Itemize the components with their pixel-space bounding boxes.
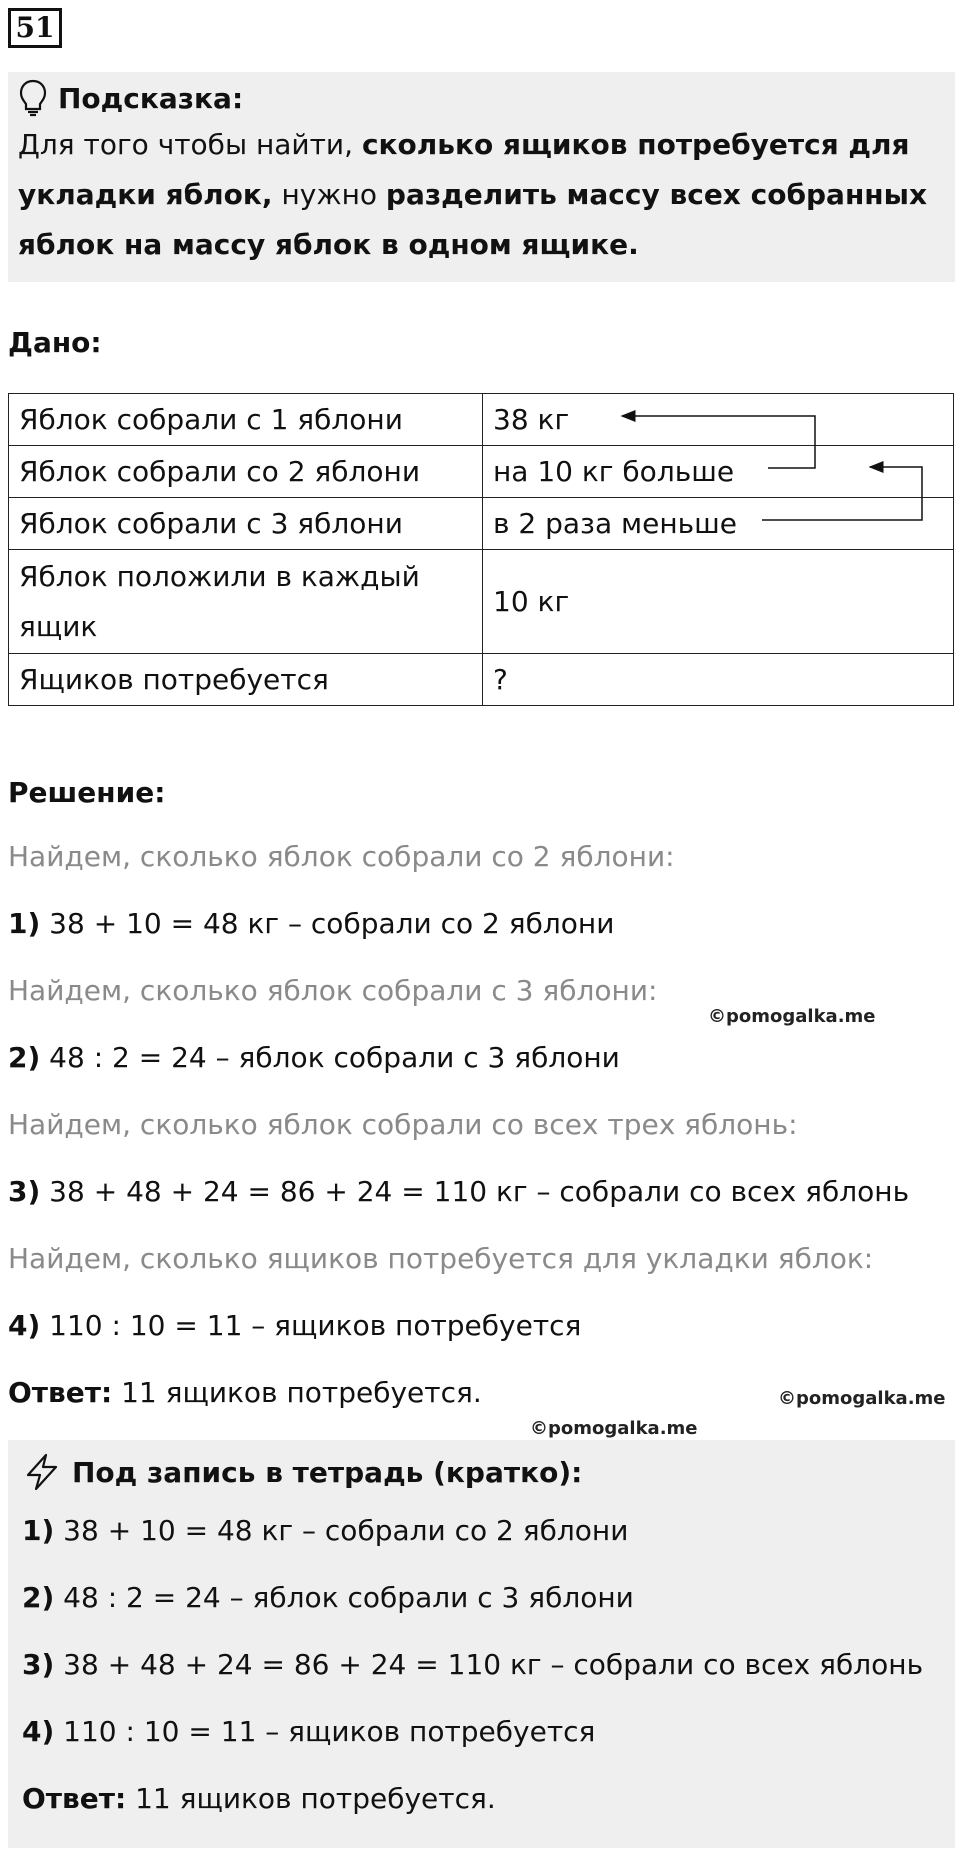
step-number: 1) <box>22 1514 55 1547</box>
lightbulb-icon <box>18 79 48 117</box>
given-label: Яблок собрали с 3 яблони <box>9 498 483 550</box>
given-table <box>8 393 954 706</box>
task-number: 51 <box>8 8 62 48</box>
step-text: 48 : 2 = 24 – яблок собрали с 3 яблони <box>54 1581 634 1614</box>
given-title: Дано: <box>8 326 102 359</box>
table-row <box>9 394 954 446</box>
step-text: 110 : 10 = 11 – ящиков потребуется <box>54 1715 596 1748</box>
hint-text-bold: сколько ящиков потребуется для укладки яблок, <box>18 128 910 211</box>
given-value: ? <box>483 654 954 706</box>
given-value: 10 кг <box>483 550 954 654</box>
given-label: Яблок собрали с 1 яблони <box>9 394 483 446</box>
answer-label: Ответ: <box>22 1782 127 1815</box>
watermark: ©pomogalka.me <box>778 1388 946 1409</box>
answer-text: 11 ящиков потребуется. <box>112 1376 482 1409</box>
step-text: 48 : 2 = 24 – яблок собрали с 3 яблони <box>40 1041 620 1074</box>
step-text: 110 : 10 = 11 – ящиков потребуется <box>40 1309 582 1342</box>
given-label: Яблок собрали со 2 яблони <box>9 446 483 498</box>
table-row <box>9 498 954 550</box>
hint-text-part: нужно <box>272 178 386 211</box>
step-number: 3) <box>22 1648 55 1681</box>
given-value: в 2 раза меньше <box>483 498 954 550</box>
hint-text-bold: разделить массу всех собранных яблок на массу яблок в одном ящике. <box>18 178 928 261</box>
step-explanation: Найдем, сколько яблок собрали с 3 яблони: <box>8 974 658 1007</box>
given-value: на 10 кг больше <box>483 446 954 498</box>
lightning-icon <box>22 1452 62 1492</box>
step-explanation: Найдем, сколько ящиков потребуется для укладки яблок: <box>8 1242 874 1275</box>
notebook-title-text: Под запись в тетрадь (кратко): <box>72 1455 583 1489</box>
notebook-step <box>22 1648 923 1681</box>
table-row <box>9 446 954 498</box>
step-number: 1) <box>8 907 41 940</box>
step-number: 3) <box>8 1175 41 1208</box>
step-explanation: Найдем, сколько яблок собрали со 2 яблони: <box>8 840 675 873</box>
answer-label: Ответ: <box>8 1376 113 1409</box>
step-text: 38 + 48 + 24 = 86 + 24 = 110 кг – собрали со всех яблонь <box>40 1175 910 1208</box>
notebook-step <box>22 1581 634 1614</box>
hint-box <box>8 72 955 282</box>
answer-line <box>8 1376 482 1409</box>
step-number: 4) <box>22 1715 55 1748</box>
notebook-title <box>22 1452 582 1492</box>
step-text: 38 + 48 + 24 = 86 + 24 = 110 кг – собрали со всех яблонь <box>54 1648 924 1681</box>
table-row <box>9 550 954 654</box>
hint-text <box>18 120 945 270</box>
hint-title-text: Подсказка: <box>58 81 244 115</box>
step-number: 4) <box>8 1309 41 1342</box>
solution-title: Решение: <box>8 776 166 809</box>
step-text: 38 + 10 = 48 кг – собрали со 2 яблони <box>54 1514 629 1547</box>
given-value: 38 кг <box>483 394 954 446</box>
hint-text-part: Для того чтобы найти, <box>18 128 362 161</box>
step-line <box>8 1175 909 1208</box>
notebook-step <box>22 1715 595 1748</box>
step-number: 2) <box>8 1041 41 1074</box>
hint-title <box>18 78 945 118</box>
notebook-step <box>22 1514 628 1547</box>
step-text: 38 + 10 = 48 кг – собрали со 2 яблони <box>40 907 615 940</box>
watermark: ©pomogalka.me <box>530 1418 698 1439</box>
notebook-box <box>8 1440 955 1848</box>
given-label: Ящиков потребуется <box>9 654 483 706</box>
notebook-answer <box>22 1782 496 1815</box>
step-line <box>8 1041 620 1074</box>
step-explanation: Найдем, сколько яблок собрали со всех трех яблонь: <box>8 1108 798 1141</box>
step-line <box>8 907 614 940</box>
answer-text: 11 ящиков потребуется. <box>126 1782 496 1815</box>
watermark: ©pomogalka.me <box>708 1006 876 1027</box>
step-number: 2) <box>22 1581 55 1614</box>
table-row <box>9 654 954 706</box>
step-line <box>8 1309 581 1342</box>
given-label: Яблок положили в каждый ящик <box>9 550 483 654</box>
